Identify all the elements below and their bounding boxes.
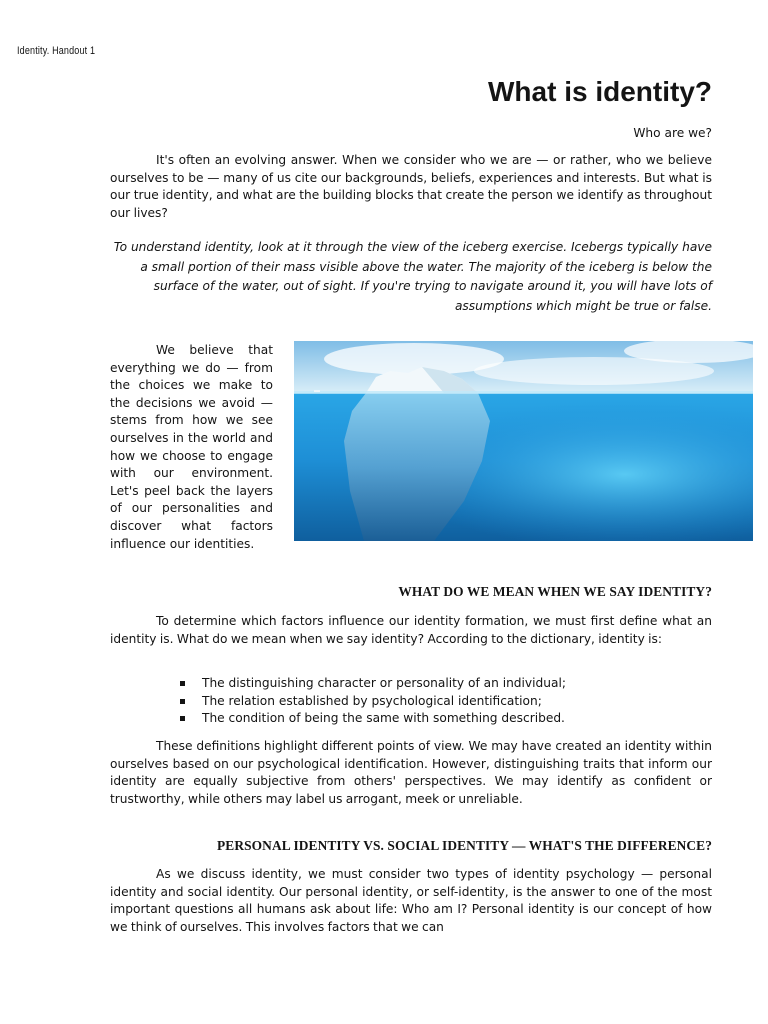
definition-list bbox=[180, 675, 566, 728]
iceberg-image bbox=[294, 341, 753, 541]
section2-paragraph: As we discuss identity, we must consider two types of identity psychology — personal identity and social identity. Our personal identity, or self-identity, is the answer to one of the most important questions all humans ask about life: Who am I? Personal identity is our concept of how we think of ourselves. This involves factors that we can bbox=[110, 867, 712, 934]
quote-block bbox=[110, 238, 712, 316]
intro-paragraph: It's often an evolving answer. When we consider who we are — or rather, who we believe ourselves to be — many of us cite our backgrounds, beliefs, experiences and interests. But what is our true identity, and what are the building blocks that create the person we identify as throughout our lives? bbox=[110, 153, 712, 220]
section1-block-2 bbox=[110, 738, 712, 808]
iceberg-quote: To understand identity, look at it through the view of the iceberg exercise. Icebergs typically have a small portion of their mass visible above the water. The majority of the iceberg is below the surface of the water, out of sight. If you're trying to navigate around it, you will have lots of assumptions which might be true or false. bbox=[113, 240, 712, 313]
intro-block bbox=[110, 152, 712, 222]
page-subtitle: Who are we? bbox=[633, 126, 712, 140]
handout-label: Identity. Handout 1 bbox=[17, 45, 96, 57]
page-title: What is identity? bbox=[488, 76, 712, 107]
section2-block bbox=[110, 866, 712, 936]
iceberg-illustration bbox=[294, 341, 753, 541]
definition-item: The relation established by psychological identification; bbox=[180, 693, 566, 711]
definition-item: The distinguishing character or personality of an individual; bbox=[180, 675, 566, 693]
section1-paragraph: To determine which factors influence our identity formation, we must first define what an identity is. What do we mean when we say identity? According to the dictionary, identity is: bbox=[110, 614, 712, 646]
section1-block bbox=[110, 613, 712, 648]
section-heading-identity-meaning: WHAT DO WE MEAN WHEN WE SAY IDENTITY? bbox=[398, 584, 712, 599]
definition-item: The condition of being the same with something described. bbox=[180, 710, 566, 728]
section1-paragraph-2: These definitions highlight different points of view. We may have created an identity within ourselves based on our psychological identification. However, distinguishing traits that inform our identity are equally subjective from others' perspectives. We may identify as confident or trustworthy, while others may label us arrogant, meek or unreliable. bbox=[110, 739, 712, 806]
side-paragraph: We believe that everything we do — from the choices we make to the decisions we avoid — stems from how we see ourselves in the world and how we choose to engage with our environment. Let's peel back the layers of our personalities and discover what factors influence our identities. bbox=[110, 343, 273, 551]
section-heading-personal-vs-social: PERSONAL IDENTITY VS. SOCIAL IDENTITY — WHAT'S THE DIFFERENCE? bbox=[217, 838, 712, 853]
